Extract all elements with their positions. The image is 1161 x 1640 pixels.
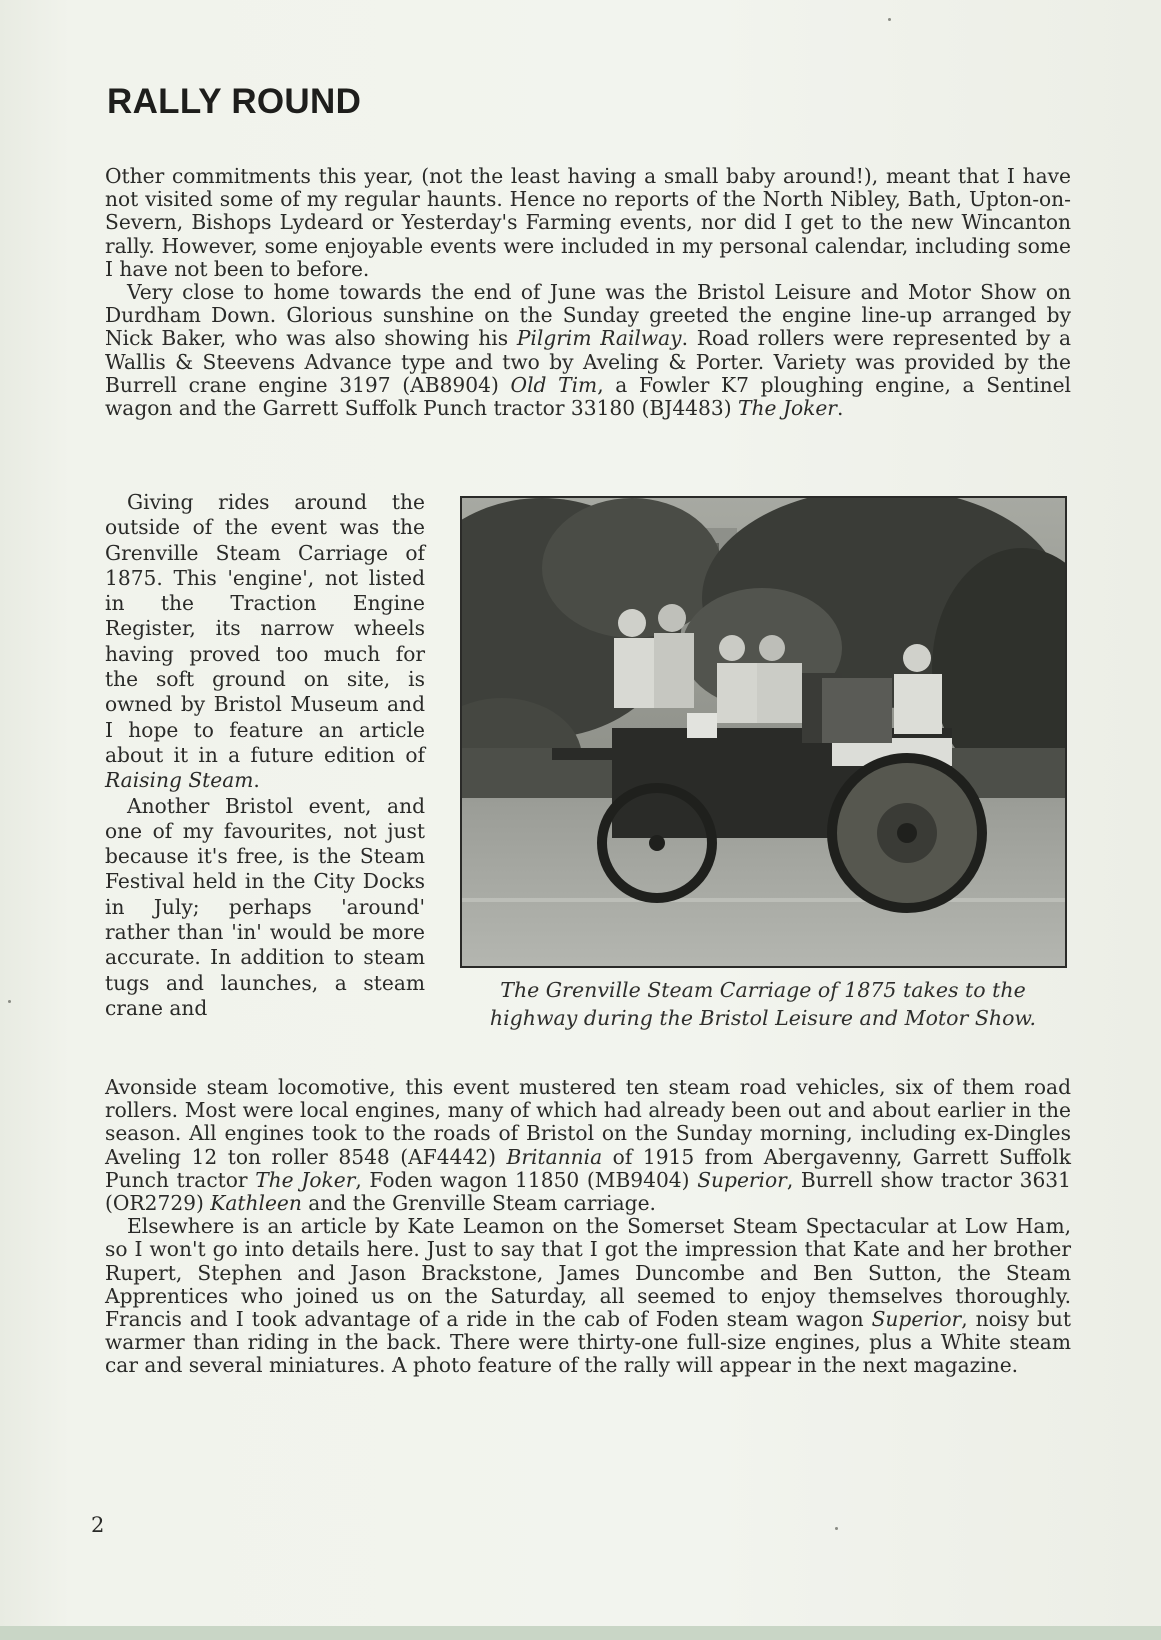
text-run: Very close to home towards the end of June was the Bristol Leisure and Motor Show on Durdham Down. Glorious sunshine on the Sunday greeted the engine line-up arranged by Nick Baker, who was also showing his — [105, 280, 1071, 351]
text-run: Giving rides around the outside of the event was the Grenville Steam Carriage of 1875. This 'engine', not listed in the Traction Engine Register, its narrow wheels having proved too much for the soft ground on site, is owned by Bristol Museum and I hope to feature an article about it in a future edition of — [105, 490, 425, 767]
italic-title: Superior — [871, 1307, 962, 1332]
page-edge-band — [0, 1626, 1161, 1640]
paragraph — [105, 281, 1071, 420]
italic-title: Superior — [697, 1167, 787, 1192]
text-run: . Road rollers were represented by a Wallis & Steevens Advance type and two by Aveling & Porter. Variety was provided by the Burrell crane engine 3197 (AB8904) — [105, 326, 1072, 397]
text-run: Another Bristol event, and one of my favourites, not just because it's free, is the Steam Festival held in the City Docks in July; perhaps 'around' rather than 'in' would be more accurate. In addition to steam tugs and launches, a steam crane and — [105, 793, 425, 1020]
text-run: . — [253, 768, 260, 793]
paragraph — [105, 490, 425, 794]
italic-title: Raising Steam — [105, 768, 254, 793]
text-run: , Burrell show tractor 3631 (OR2729) — [105, 1167, 1071, 1216]
text-run: Elsewhere is an article by Kate Leamon on the Somerset Steam Spectacular at Low Ham, so I won't go into details here. Just to say that I got the impression that Kate and her brother Rupert, Stephen and Jason Brackstone, James Duncombe and Ben Sutton, the Steam Apprentices who joined us on the Saturday, all seemed to enjoy themselves thoroughly. Francis and I took advantage of a ride in the cab of Foden steam wagon — [105, 1214, 1071, 1332]
article-title: RALLY ROUND — [107, 82, 362, 121]
paragraph — [105, 1076, 1071, 1215]
intro-text — [105, 165, 1071, 420]
lower-text — [105, 1076, 1071, 1378]
italic-title: Kathleen — [210, 1191, 302, 1216]
text-run: , noisy but warmer than riding in the back. There were thirty-one full-size engines, plus a White steam car and several miniatures. A photo feature of the rally will appear in the next magazine. — [105, 1307, 1072, 1378]
italic-title: Pilgrim Railway — [516, 326, 682, 351]
photo-illustration — [462, 498, 1065, 966]
paragraph — [105, 794, 425, 1022]
italic-title: The Joker — [738, 396, 837, 421]
text-run: of 1915 from Abergavenny, Garrett Suffolk Punch tractor — [105, 1144, 1071, 1192]
photo-caption: The Grenville Steam Carriage of 1875 takes to the highway during the Bristol Leisure and Motor Show. — [489, 978, 1037, 1030]
paragraph — [105, 1215, 1071, 1377]
italic-title: Britannia — [506, 1144, 603, 1169]
italic-title: Old Tim — [510, 372, 598, 397]
text-run: , a Fowler K7 ploughing engine, a Sentinel wagon and the Garrett Suffolk Punch tractor 33180 (BJ4483) — [105, 372, 1071, 421]
paper-speck — [8, 1000, 11, 1003]
text-run: . — [836, 396, 844, 421]
text-run: Avonside steam locomotive, this event mustered ten steam road vehicles, six of them road rollers. Most were local engines, many of which had already been out and about earlier in the season. All engines took to the roads of Bristol on the Sunday morning, including ex-Dingles Aveling 12 ton roller 8548 (AF4442) — [105, 1075, 1071, 1169]
text-run: , Foden wagon 11850 (MB9404) — [355, 1167, 698, 1192]
italic-title: The Joker — [255, 1167, 356, 1192]
steam-carriage-photo — [460, 496, 1067, 968]
text-run: and the Grenville Steam carriage. — [301, 1191, 656, 1216]
paragraph — [105, 165, 1071, 281]
text-run: Other commitments this year, (not the least having a small baby around!), meant that I have not visited some of my regular haunts. Hence no reports of the North Nibley, Bath, Upton-on-Severn, Bishops Lydeard or Yesterday's Farming events, nor did I get to the new Wincanton rally. However, some enjoyable events were included in my personal calendar, including some I have not been to before. — [105, 164, 1071, 281]
page-number: 2 — [91, 1513, 105, 1537]
text-column-left — [105, 490, 425, 1021]
paper-speck — [888, 18, 891, 21]
paper-speck — [835, 1527, 838, 1530]
